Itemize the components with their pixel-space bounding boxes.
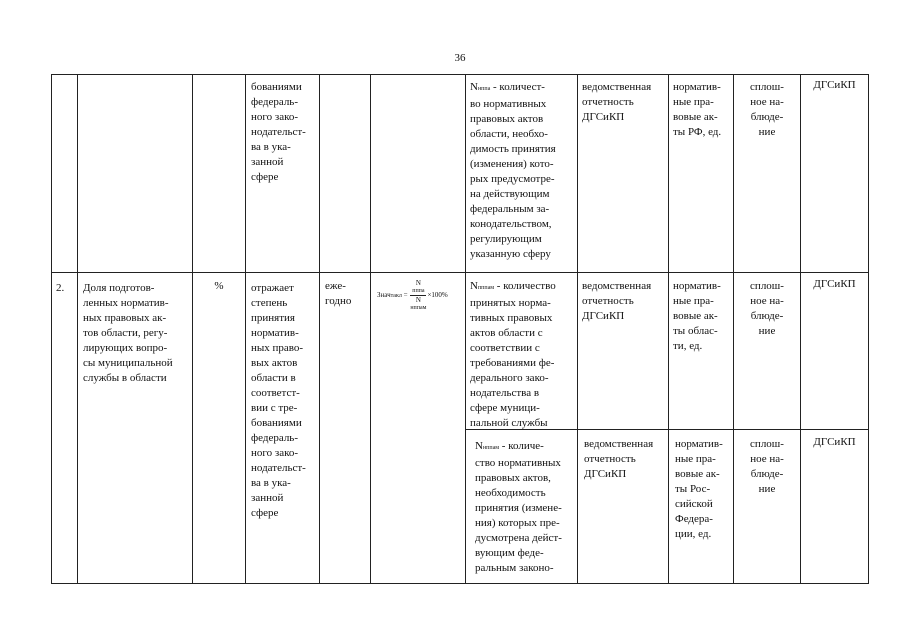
variable-text: - количество принятых норма- тивных правовых актов области с соответствии с требованиями фе- дерального зако- нодательства в сфере муници- пальной службы — [470, 280, 556, 429]
col-border — [868, 74, 869, 584]
col-border — [577, 74, 578, 584]
sub-b-variable-definition — [475, 439, 576, 576]
col-border — [192, 74, 193, 584]
col-border — [370, 74, 371, 584]
sub-b-responsible: ДГСиКП — [813, 436, 856, 448]
sub-b-unit: норматив- ные пра- вовые ак- ты Рос- сийской Федера- ции, ед. — [675, 438, 723, 540]
variable-subscript: пппам — [477, 285, 495, 291]
variable-subscript: нппам — [482, 445, 500, 451]
col-border — [51, 74, 52, 584]
table-bottom-border — [51, 583, 869, 584]
row-divider — [51, 272, 869, 273]
col-border — [800, 74, 801, 584]
continuation-responsible: ДГСиКП — [813, 79, 856, 91]
indicator-description: отражает степень принятия норматив- ных право- вых актов области в соответст- вии с тре- бованиями федераль- ного зако- нодательст- ва в ука- занной сфере — [251, 282, 306, 519]
table-top-border — [51, 74, 869, 75]
variable-symbol: N — [470, 81, 478, 93]
col-border — [465, 74, 466, 584]
indicator-frequency: еже- годно — [325, 280, 352, 307]
variable-symbol: N — [475, 440, 483, 452]
sub-b-method: сплош- ное на- блюде- ние — [750, 438, 784, 495]
formula-lhs-subscript: такл — [390, 293, 402, 300]
variable-text: - количе- ство нормативных правовых актов, необходимость принятия (измене- ния) которых пре- дусмотрена дейст- вующим феде- ральным законо- — [475, 440, 562, 574]
formula-suffix: ×100% — [427, 291, 448, 300]
formula-lhs: Знач — [377, 291, 391, 300]
continuation-description: бованиями федераль- ного зако- нодательст- ва в ука- занной сфере — [251, 81, 306, 183]
indicator-name: Доля подготов- ленных норматив- ных правовых ак- тов области, регу- лирующих вопро- сы муниципальной службы в области — [83, 282, 173, 384]
sub-a-unit: норматив- ные пра- вовые ак- ты облас- ти, ед. — [673, 280, 721, 352]
indicator-formula: Значтакл = N пппа N нппам ×100% — [377, 279, 448, 311]
col-border — [77, 74, 78, 584]
sub-a-method: сплош- ное на- блюде- ние — [750, 280, 784, 337]
formula-denominator: N нппам — [410, 296, 427, 311]
sub-a-responsible: ДГСиКП — [813, 278, 856, 290]
indicator-number: 2. — [56, 282, 65, 294]
col-border — [668, 74, 669, 584]
continuation-method: сплош- ное на- блюде- ние — [750, 81, 784, 138]
formula-fraction — [410, 279, 426, 312]
page-number: 36 — [454, 52, 466, 64]
continuation-source: ведомственная отчетность ДГСиКП — [582, 81, 652, 123]
sub-b-source: ведомственная отчетность ДГСиКП — [584, 438, 654, 480]
col-border — [319, 74, 320, 584]
continuation-variable-definition — [470, 80, 576, 262]
variable-symbol: N — [470, 280, 478, 292]
sub-a-variable-definition — [470, 279, 576, 431]
variable-subscript: нппа — [477, 86, 491, 92]
col-border — [245, 74, 246, 584]
continuation-unit: норматив- ные пра- вовые ак- ты РФ, ед. — [673, 81, 722, 138]
indicator-measure: % — [214, 280, 224, 292]
variable-text: - количест- во нормативных правовых актов области, необхо- димость принятия (изменения) кото- рых предусмотре- на действующим федеральным за- конодательством, регулирующим указанную сферу — [470, 81, 556, 260]
formula-numerator: N пппа — [412, 279, 425, 294]
sub-a-source: ведомственная отчетность ДГСиКП — [582, 280, 652, 322]
